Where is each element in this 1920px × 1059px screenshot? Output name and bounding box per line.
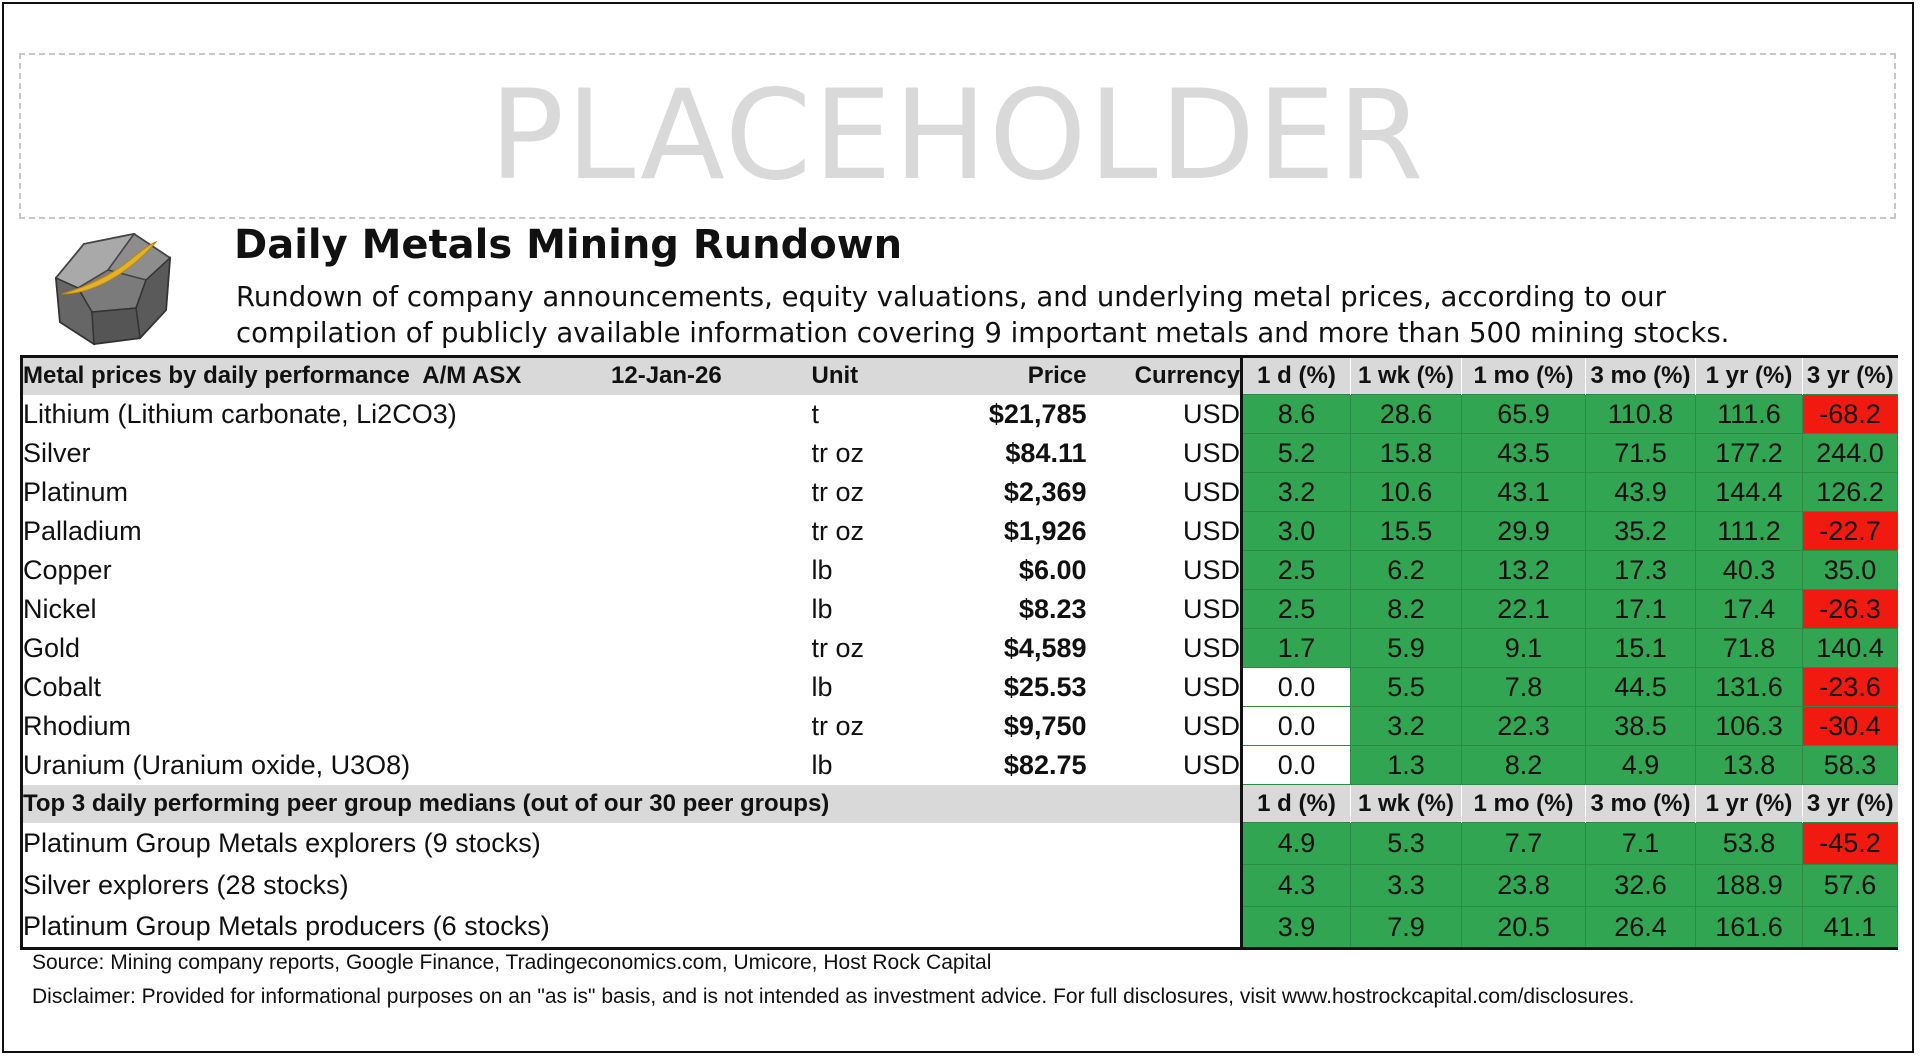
perf-cell: 43.9 [1586, 473, 1696, 512]
metal-currency: USD [1182, 515, 1240, 546]
peer-row [22, 907, 1898, 949]
metal-row [22, 746, 1898, 785]
peer-group-name: Platinum Group Metals explorers (9 stocks) [23, 828, 541, 858]
perf-header: 1 mo (%) [1462, 357, 1586, 395]
perf-cell: 1.3 [1351, 746, 1462, 785]
metal-unit: tr oz [811, 476, 865, 507]
page-subtitle [236, 279, 1886, 351]
metal-price: $1,926 [1003, 515, 1087, 546]
metal-name: Palladium [23, 515, 142, 546]
metal-row [22, 551, 1898, 590]
perf-cell: 0.0 [1242, 746, 1351, 785]
perf-cell: 111.2 [1696, 512, 1803, 551]
perf-cell: 9.1 [1462, 629, 1586, 668]
perf-cell: 131.6 [1696, 668, 1803, 707]
perf-cell: 3.2 [1242, 473, 1351, 512]
perf-cell: 17.4 [1696, 590, 1803, 629]
metal-currency: USD [1182, 710, 1240, 741]
perf-cell: 244.0 [1803, 434, 1898, 473]
perf-cell: 177.2 [1696, 434, 1803, 473]
metal-price: $8.23 [1018, 593, 1087, 624]
perf-cell: 71.5 [1586, 434, 1696, 473]
metal-unit: tr oz [811, 515, 865, 546]
metal-row [22, 512, 1898, 551]
perf-cell: 22.1 [1462, 590, 1586, 629]
price-header: Price [944, 357, 1087, 395]
peer-row [22, 865, 1898, 907]
perf-header: 1 d (%) [1242, 785, 1351, 823]
perf-cell: 1.7 [1242, 629, 1351, 668]
perf-cell: 7.7 [1462, 823, 1586, 865]
perf-cell: 5.5 [1351, 668, 1462, 707]
perf-cell: 161.6 [1696, 907, 1803, 949]
peer-group-name: Silver explorers (28 stocks) [23, 870, 349, 900]
metal-currency: USD [1182, 437, 1240, 468]
metal-price: $2,369 [1003, 476, 1087, 507]
perf-header: 1 yr (%) [1696, 785, 1803, 823]
metal-name: Rhodium [23, 710, 132, 741]
prices-section-header [22, 357, 812, 395]
perf-cell: 5.2 [1242, 434, 1351, 473]
metal-unit: lb [811, 749, 833, 780]
metal-unit: tr oz [811, 710, 865, 741]
peer-header-row [22, 785, 1898, 823]
perf-cell: 71.8 [1696, 629, 1803, 668]
perf-cell: -23.6 [1803, 668, 1898, 707]
metal-unit: tr oz [811, 437, 865, 468]
metal-unit: t [811, 398, 820, 429]
perf-cell: 20.5 [1462, 907, 1586, 949]
perf-cell: 26.4 [1586, 907, 1696, 949]
perf-cell: 0.0 [1242, 668, 1351, 707]
perf-header: 1 d (%) [1242, 357, 1351, 395]
metal-price: $4,589 [1003, 632, 1087, 663]
perf-cell: 13.8 [1696, 746, 1803, 785]
metal-name: Silver [23, 437, 91, 468]
perf-cell: 8.2 [1351, 590, 1462, 629]
perf-cell: 38.5 [1586, 707, 1696, 746]
peer-section-title: Top 3 daily performing peer group medians (out of our 30 peer groups) [22, 785, 1242, 823]
metal-currency: USD [1182, 632, 1240, 663]
perf-cell: 15.1 [1586, 629, 1696, 668]
perf-cell: 3.2 [1351, 707, 1462, 746]
metal-currency: USD [1182, 593, 1240, 624]
perf-header: 3 mo (%) [1586, 785, 1696, 823]
metal-name: Gold [23, 632, 81, 663]
page-title: Daily Metals Mining Rundown [234, 222, 903, 268]
perf-cell: 188.9 [1696, 865, 1803, 907]
metal-price: $21,785 [988, 398, 1087, 429]
perf-cell: 0.0 [1242, 707, 1351, 746]
metal-row [22, 434, 1898, 473]
metal-name: Copper [23, 554, 112, 585]
perf-cell: 5.3 [1351, 823, 1462, 865]
perf-cell: 8.6 [1242, 395, 1351, 434]
perf-cell: 41.1 [1803, 907, 1898, 949]
metal-row [22, 707, 1898, 746]
perf-cell: 4.9 [1586, 746, 1696, 785]
perf-header: 3 mo (%) [1586, 357, 1696, 395]
banner-placeholder [19, 53, 1896, 219]
metal-row [22, 629, 1898, 668]
metal-unit: tr oz [811, 632, 865, 663]
placeholder-text: PLACEHOLDER [489, 64, 1426, 208]
metals-table [20, 355, 1898, 950]
perf-cell: 13.2 [1462, 551, 1586, 590]
perf-cell: 7.8 [1462, 668, 1586, 707]
metal-currency: USD [1182, 398, 1240, 429]
perf-cell: 106.3 [1696, 707, 1803, 746]
source-note: Source: Mining company reports, Google Finance, Tradingeconomics.com, Umicore, Host Rock Capital [32, 951, 992, 974]
peer-group-name: Platinum Group Metals producers (6 stocks) [23, 911, 550, 942]
perf-cell: -68.2 [1803, 395, 1898, 434]
perf-cell: 7.9 [1351, 907, 1462, 949]
perf-header: 3 yr (%) [1803, 357, 1898, 395]
perf-cell: 8.2 [1462, 746, 1586, 785]
perf-cell: 35.2 [1586, 512, 1696, 551]
metal-name: Nickel [23, 593, 97, 624]
perf-cell: -45.2 [1803, 823, 1898, 865]
perf-cell: 22.3 [1462, 707, 1586, 746]
perf-cell: 6.2 [1351, 551, 1462, 590]
subtitle-line: compilation of publicly available information covering 9 important metals and more than 500 mining stocks. [236, 317, 1730, 349]
report-date: 12-Jan-26 [611, 362, 722, 390]
perf-cell: 7.1 [1586, 823, 1696, 865]
perf-cell: 2.5 [1242, 590, 1351, 629]
perf-cell: 53.8 [1696, 823, 1803, 865]
metal-currency: USD [1182, 476, 1240, 507]
metal-unit: lb [811, 593, 833, 624]
disclaimer-note: Disclaimer: Provided for informational purposes on an "as is" basis, and is not intended as investment advice. For full disclosures, visit www.hostrockcapital.com/disclosures. [32, 985, 1635, 1008]
perf-cell: 10.6 [1351, 473, 1462, 512]
metal-name: Uranium (Uranium oxide, U3O8) [23, 749, 411, 780]
metal-price: $6.00 [1018, 554, 1087, 585]
metal-name: Platinum [23, 476, 129, 507]
perf-cell: 28.6 [1351, 395, 1462, 434]
perf-cell: 3.0 [1242, 512, 1351, 551]
perf-cell: -22.7 [1803, 512, 1898, 551]
perf-header: 1 mo (%) [1462, 785, 1586, 823]
perf-cell: 15.8 [1351, 434, 1462, 473]
prices-header-row [22, 357, 1898, 395]
perf-header: 3 yr (%) [1803, 785, 1898, 823]
perf-header: 1 wk (%) [1351, 357, 1462, 395]
perf-cell: 35.0 [1803, 551, 1898, 590]
perf-cell: 58.3 [1803, 746, 1898, 785]
metal-price: $84.11 [1005, 437, 1087, 468]
perf-cell: 126.2 [1803, 473, 1898, 512]
perf-cell: -26.3 [1803, 590, 1898, 629]
perf-cell: 17.3 [1586, 551, 1696, 590]
perf-header: 1 yr (%) [1696, 357, 1803, 395]
perf-cell: 15.5 [1351, 512, 1462, 551]
perf-cell: 17.1 [1586, 590, 1696, 629]
metal-price: $25.53 [1003, 671, 1087, 702]
perf-cell: 140.4 [1803, 629, 1898, 668]
metal-currency: USD [1182, 554, 1240, 585]
perf-cell: 111.6 [1696, 395, 1803, 434]
metal-unit: lb [811, 554, 833, 585]
perf-cell: 57.6 [1803, 865, 1898, 907]
perf-cell: 4.3 [1242, 865, 1351, 907]
metal-name: Cobalt [23, 671, 102, 702]
unit-header: Unit [812, 357, 944, 395]
perf-cell: 23.8 [1462, 865, 1586, 907]
perf-cell: 29.9 [1462, 512, 1586, 551]
perf-cell: 144.4 [1696, 473, 1803, 512]
perf-cell: 3.9 [1242, 907, 1351, 949]
metal-row [22, 395, 1898, 434]
metal-row [22, 668, 1898, 707]
metal-unit: lb [811, 671, 833, 702]
perf-cell: 4.9 [1242, 823, 1351, 865]
perf-cell: 32.6 [1586, 865, 1696, 907]
peer-row [22, 823, 1898, 865]
metal-row [22, 473, 1898, 512]
metal-currency: USD [1182, 749, 1240, 780]
perf-cell: 2.5 [1242, 551, 1351, 590]
metal-price: $9,750 [1003, 710, 1087, 741]
metal-name: Lithium (Lithium carbonate, Li2CO3) [23, 398, 457, 429]
perf-cell: 110.8 [1586, 395, 1696, 434]
rock-icon [48, 230, 196, 348]
perf-cell: 43.5 [1462, 434, 1586, 473]
perf-cell: 5.9 [1351, 629, 1462, 668]
perf-cell: -30.4 [1803, 707, 1898, 746]
metal-row [22, 590, 1898, 629]
perf-cell: 43.1 [1462, 473, 1586, 512]
perf-cell: 44.5 [1586, 668, 1696, 707]
currency-header: Currency [1087, 357, 1242, 395]
section-title: Metal prices by daily performance A/M ASX [23, 362, 522, 390]
perf-cell: 40.3 [1696, 551, 1803, 590]
metal-price: $82.75 [1003, 749, 1087, 780]
subtitle-line: Rundown of company announcements, equity valuations, and underlying metal prices, according to our [236, 281, 1666, 313]
metal-currency: USD [1182, 671, 1240, 702]
perf-cell: 3.3 [1351, 865, 1462, 907]
perf-cell: 65.9 [1462, 395, 1586, 434]
perf-header: 1 wk (%) [1351, 785, 1462, 823]
